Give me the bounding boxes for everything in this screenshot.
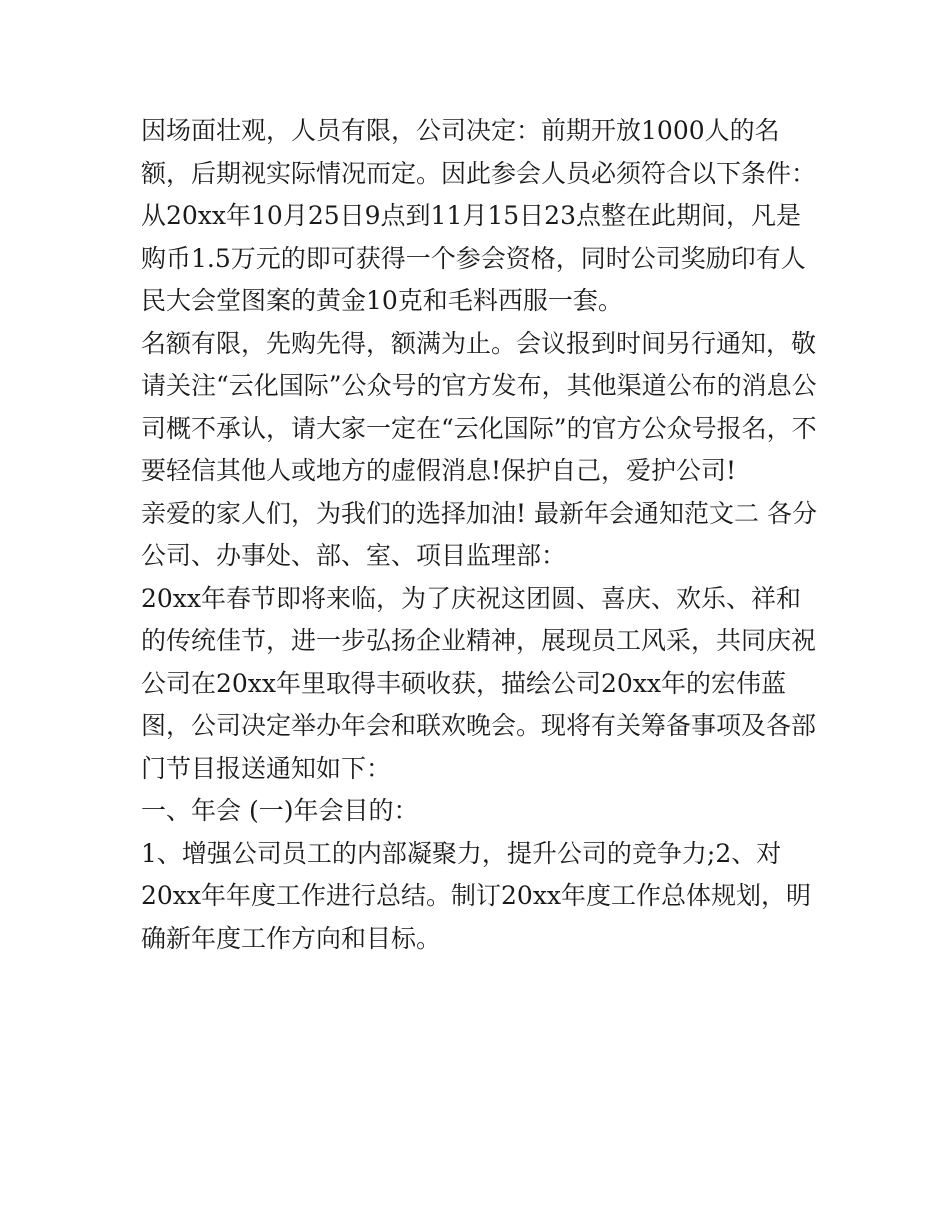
text-line: 购币1.5万元的即可获得一个参会资格，同时公司奖励印有人 — [141, 243, 806, 273]
text-line: 额，后期视实际情况而定。因此参会人员必须符合以下条件： — [141, 158, 817, 188]
text-line: 亲爱的家人们，为我们的选择加油! 最新年会通知范文二 各分 — [141, 498, 817, 528]
text-line: 因场面壮观，人员有限，公司决定：前期开放1000人的名 — [141, 116, 780, 145]
document-body — [141, 110, 821, 960]
text-line: 图，公司决定举办年会和联欢晚会。现将有关筹备事项及各部 — [141, 711, 817, 740]
text-line: 名额有限，先购先得，额满为止。会议报到时间另行通知，敬 — [141, 328, 817, 358]
text-line: 从20xx年10月25日9点到11月15日23点整在此期间，凡是 — [141, 201, 801, 230]
text-line: 确新年度工作方向和目标。 — [141, 923, 442, 953]
text-line: 20xx年春节即将来临，为了庆祝这团圆、喜庆、欢乐、祥和 — [141, 583, 802, 613]
text-line: 20xx年年度工作进行总结。制订20xx年度工作总体规划，明 — [141, 881, 812, 910]
text-line: 司概不承认，请大家一定在“云化国际”的官方公众号报名，不 — [141, 413, 817, 443]
text-line: 要轻信其他人或地方的虚假消息!保护自己，爱护公司! — [141, 456, 737, 485]
text-line: 公司在20xx年里取得丰硕收获，描绘公司20xx年的宏伟蓝 — [141, 668, 787, 698]
text-line: 门节目报送通知如下： — [141, 753, 392, 783]
text-line: 民大会堂图案的黄金10克和毛料西服一套。 — [141, 286, 623, 315]
text-line: 1、增强公司员工的内部凝聚力，提升公司的竞争力;2、对 — [141, 838, 782, 868]
text-line: 公司、办事处、部、室、项目监理部： — [141, 541, 567, 570]
text-line: 的传统佳节，进一步弘扬企业精神，展现员工风采，共同庆祝 — [141, 626, 817, 655]
text-line: 一、年会 (一)年会目的： — [141, 796, 419, 825]
text-line: 请关注“云化国际”公众号的官方发布，其他渠道公布的消息公 — [141, 371, 817, 400]
